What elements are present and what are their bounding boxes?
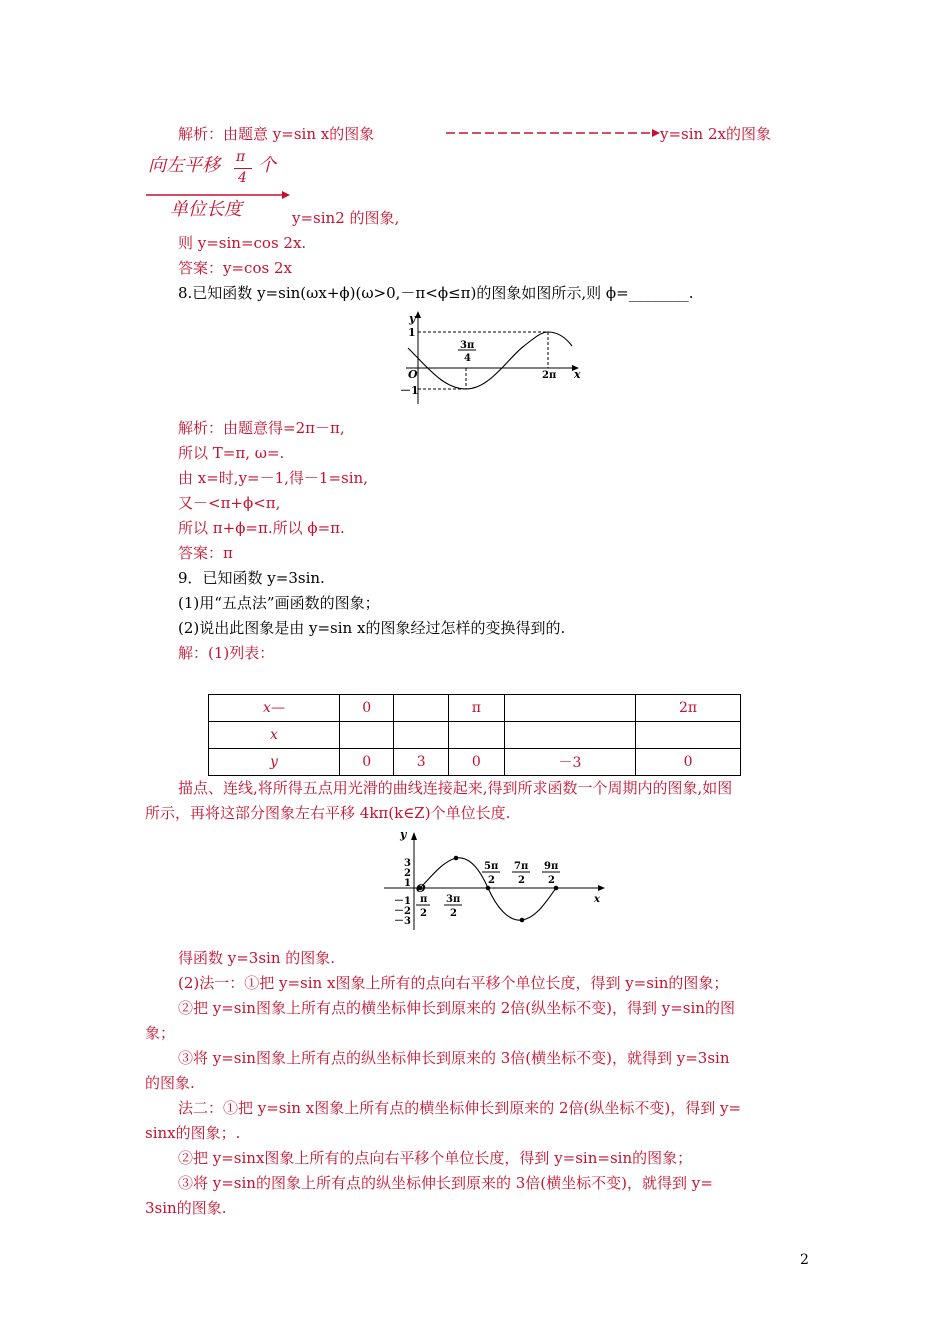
m1-1: (2)法一：①把 y=sin x图象上所有的点向右平移个单位长度，得到 y=sin的图象； (178, 974, 729, 992)
s8-5: 所以 π+ϕ=π.所以 ϕ=π. (178, 519, 345, 537)
table-cell: 0 (636, 749, 741, 776)
table-cell (340, 722, 394, 749)
g8-tick-neg1: －1 (400, 384, 419, 397)
table-cell (394, 695, 448, 722)
g8-xlabel: x (574, 368, 581, 381)
table-cell: 0 (448, 749, 504, 776)
table-cell (504, 722, 635, 749)
expr-result: y=sin2 的图象, (292, 209, 400, 227)
table-cell (448, 722, 504, 749)
table-cell: －3 (504, 749, 635, 776)
g9-frac-pi-num: π (420, 894, 428, 905)
table-cell: 0 (340, 695, 394, 722)
question9-part2: (2)说出此图象是由 y=sin x的图象经过怎样的变换得到的. (178, 619, 566, 637)
g8-tick-1: 1 (408, 326, 416, 339)
s8-2: 所以 T=π, ω=. (178, 444, 285, 462)
m1-2a: ②把 y=sin图象上所有点的横坐标伸长到原来的 2倍(纵坐标不变)，得到 y=sin的图 (178, 999, 735, 1017)
table-row (209, 749, 741, 776)
s8-3: 由 x=时,y=－1,得－1=sin, (178, 469, 368, 487)
hw-frac-den: 4 (238, 170, 247, 186)
solution7-line3: 则 y=sin=cos 2x. (178, 234, 307, 252)
g9-frac-3pi-den: 2 (450, 908, 457, 919)
s8-1: 解析：由题意得=2π－π, (178, 419, 345, 437)
table-cell: x (209, 722, 340, 749)
question8: 8.已知函数 y=sin(ωx+ϕ)(ω>0,－π<ϕ≤π)的图象如图所示,则 ϕ=________. (178, 284, 694, 302)
hw-frac-num: π (236, 149, 246, 165)
hw-unit-length: 单位长度 (170, 199, 242, 220)
g8-frac-num: 3π (460, 340, 475, 351)
solution-label: 解析：由题意 (178, 125, 269, 143)
s8-4: 又－<π+ϕ<π, (178, 494, 281, 512)
g9-frac-pi-den: 2 (420, 908, 427, 919)
g9-frac-9pi-num: 9π (544, 861, 559, 872)
g9-tick-neg1: －1 (394, 896, 411, 907)
g9-xlabel: x (594, 894, 600, 905)
s9-0: 解：(1)列表： (178, 644, 275, 662)
table-cell (636, 722, 741, 749)
g9-frac-5pi-num: 5π (484, 861, 499, 872)
m2-1a: 法二：①把 y=sin x图象上所有点的横坐标伸长到原来的 2倍(纵坐标不变)，得到 y= (178, 1099, 742, 1117)
expr-sinx: y=sin x的图象 (272, 125, 375, 143)
table-cell: π (448, 695, 504, 722)
table-cell: 2π (636, 695, 741, 722)
m1-2b: 象； (145, 1024, 176, 1042)
p2: 得函数 y=3sin 的图象. (178, 949, 336, 967)
table-cell: y (209, 749, 340, 776)
table-cell (394, 722, 448, 749)
m2-2: ②把 y=sinx图象上所有的点向右平移个单位长度，得到 y=sin=sin的图象； (178, 1149, 693, 1167)
five-point-table (208, 694, 741, 776)
table-cell: 3 (394, 749, 448, 776)
table-row (209, 695, 741, 722)
m2-1b: sinx的图象；. (145, 1124, 241, 1142)
g9-frac-7pi-num: 7π (514, 861, 529, 872)
table-cell: x— (209, 695, 340, 722)
question9: 9．已知函数 y=3sin. (178, 569, 325, 587)
solution7-line1 (178, 124, 374, 144)
g9-frac-7pi-den: 2 (518, 875, 525, 886)
g9-frac-9pi-den: 2 (548, 875, 555, 886)
m1-3a: ③将 y=sin图象上所有点的纵坐标伸长到原来的 3倍(横坐标不变)，就得到 y=3sin (178, 1049, 730, 1067)
g9-origin: O (416, 882, 426, 895)
p1b: 所示，再将这部分图象左右平移 4kπ(k∈Z)个单位长度. (145, 804, 511, 822)
g8-frac-den: 4 (464, 353, 471, 364)
graph9 (378, 826, 608, 934)
g9-tick-3: 3 (404, 858, 411, 869)
g9-tick-2: 2 (404, 868, 411, 879)
m2-3b: 3sin的图象. (145, 1199, 227, 1217)
hw-ge: 个 (258, 155, 276, 176)
m2-3a: ③将 y=sin的图象上所有点的纵坐标伸长到原来的 3倍(横坐标不变)，就得到 y= (178, 1174, 713, 1192)
m1-3b: 的图象. (145, 1074, 195, 1092)
graph8 (398, 308, 584, 408)
hw-shift-left: 向左平移 (148, 155, 220, 176)
page-number: 2 (800, 1252, 809, 1268)
question9-part1: (1)用“五点法”画函数的图象； (178, 594, 380, 612)
table-cell: 0 (340, 749, 394, 776)
g9-tick-1: 1 (404, 878, 411, 889)
expr-sin2x: y=sin 2x的图象 (660, 125, 771, 143)
g9-ylabel: y (400, 828, 407, 841)
table-row (209, 722, 741, 749)
answer7: 答案：y=cos 2x (178, 259, 292, 277)
g8-tick-2pi: 2π (542, 370, 557, 381)
answer8: 答案：π (178, 544, 233, 562)
g9-tick-neg2: －2 (394, 906, 411, 917)
g8-origin: O (408, 368, 418, 381)
p1a: 描点、连线,将所得五点用光滑的曲线连接起来,得到所求函数一个周期内的图象,如图 (178, 779, 733, 797)
g8-ylabel: y (409, 312, 416, 325)
g9-frac-5pi-den: 2 (488, 875, 495, 886)
g9-frac-3pi-num: 3π (446, 894, 461, 905)
g9-tick-neg3: －3 (394, 916, 411, 927)
table-cell (504, 695, 635, 722)
transform-arrow (446, 126, 660, 140)
